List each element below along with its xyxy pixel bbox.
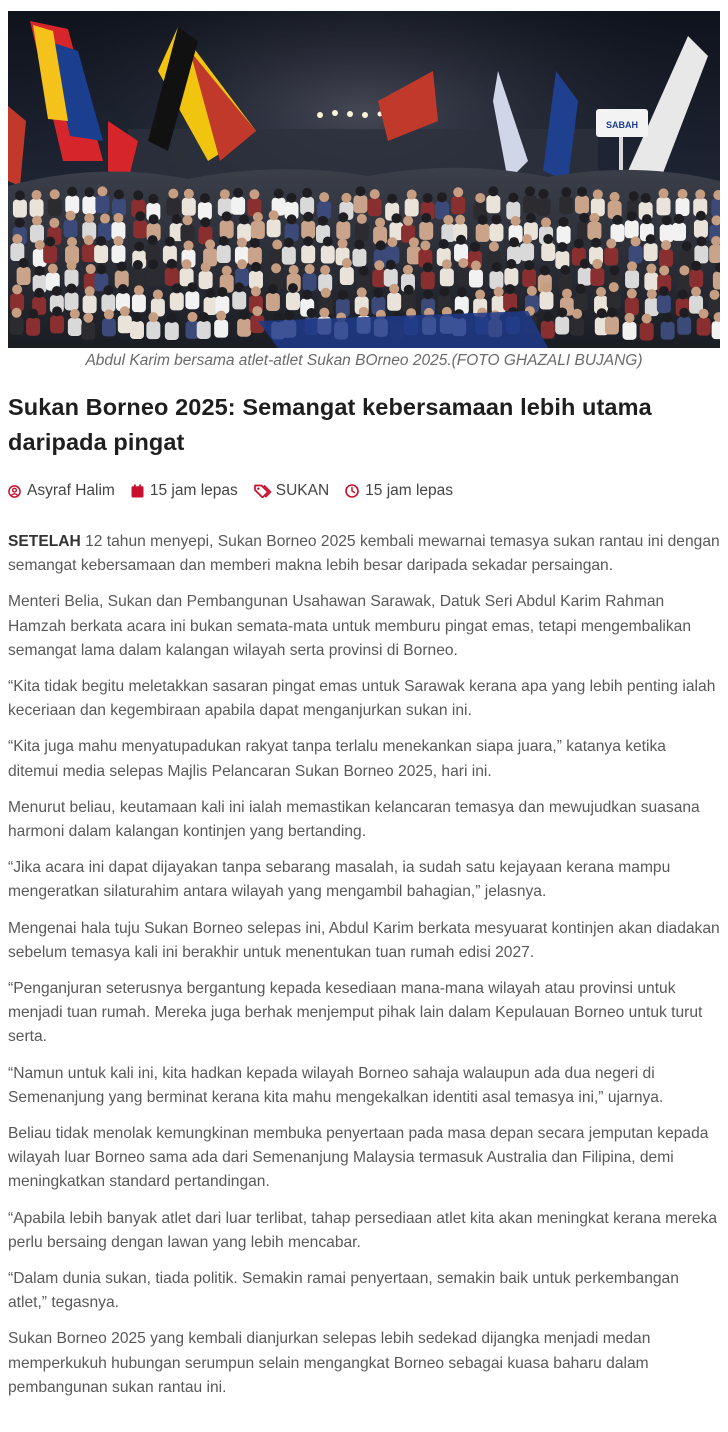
article-paragraph: “Kita tidak begitu meletakkan sasaran pingat emas untuk Sarawak kerana apa yang lebih penting ialah keceriaan dan kegembiraan apabila dapat menganjurkan sukan ini.	[8, 678, 716, 720]
date-meta	[131, 482, 238, 500]
category-link[interactable]: SUKAN	[275, 482, 330, 499]
time-ago: 15 jam lepas	[365, 482, 454, 499]
tags-icon	[254, 484, 274, 498]
article-paragraph: “Apabila lebih banyak atlet dari luar terlibat, tahap persediaan atlet kita akan meningkat kerana mereka perlu bersaing dengan lawan yang lebih mencabar.	[8, 1209, 718, 1251]
article-container	[8, 0, 720, 1412]
article-body	[8, 530, 720, 1400]
article-paragraph	[8, 530, 720, 578]
article-paragraph: “Dalam dunia sukan, tiada politik. Semakin ramai penyertaan, semakin baik untuk perkembangan atlet,” tegasnya.	[8, 1270, 679, 1312]
article-meta	[8, 478, 720, 504]
lead-paragraph-text: 12 tahun menyepi, Sukan Borneo 2025 kembali mewarnai temasya sukan rantau ini dengan semangat kebersamaan dan memberi makna lebih besar daripada sekadar persaingan.	[8, 533, 720, 575]
article-paragraph: Beliau tidak menolak kemungkinan membuka penyertaan pada masa depan secara jemputan kepada wilayah luar Borneo sama ada dari Semenanjung Malaysia termasuk Australia dan Filipina, demi meningkatkan standard pertandingan.	[8, 1125, 709, 1191]
publish-date: 15 jam lepas	[149, 482, 238, 499]
photo-caption: Abdul Karim bersama atlet-atlet Sukan BOrneo 2025.(FOTO GHAZALI BUJANG)	[85, 352, 643, 369]
clock-icon	[345, 484, 359, 498]
article-title: Sukan Borneo 2025: Semangat kebersamaan lebih utama daripada pingat	[8, 394, 652, 455]
article-paragraph: Mengenai hala tuju Sukan Borneo selepas ini, Abdul Karim berkata mesyuarat kontinjen akan diadakan sebelum temasya kali ini berakhir untuk menentukan tuan rumah edisi 2027.	[8, 919, 720, 961]
article-photo	[8, 11, 720, 348]
article-paragraph: “Penganjuran seterusnya bergantung kepada kesediaan mana-mana wilayah atau provinsi untuk menjadi tuan rumah. Mereka juga berhak menjemput pihak lain dalam Kepulauan Borneo untuk turut serta.	[8, 980, 703, 1046]
calendar-icon	[131, 484, 144, 498]
article-paragraph: “Jika acara ini dapat dijayakan tanpa sebarang masalah, ia sudah satu kejayaan kerana mampu mengeratkan silaturahim antara wilayah yang mengambil bahagian,” jelasnya.	[8, 859, 671, 901]
lead-word: SETELAH	[8, 533, 81, 550]
user-circle-icon	[8, 485, 21, 498]
article-paragraph: Menteri Belia, Sukan dan Pembangunan Usahawan Sarawak, Datuk Seri Abdul Karim Rahman Hamzah berkata acara ini bukan semata-mata untuk memburu pingat emas, tetapi mengembalikan semangat lama dalam kalangan wilayah serta provinsi di Borneo.	[8, 593, 692, 659]
category-meta[interactable]	[254, 482, 329, 500]
author-meta[interactable]	[8, 482, 115, 500]
contingent-sign-text: SABAH	[605, 120, 639, 130]
article-paragraph: Menurut beliau, keutamaan kali ini ialah memastikan kelancaran temasya dan mewujudkan suasana harmoni dalam kalangan kontinjen yang bertanding.	[8, 798, 700, 841]
crowd-photo-illustration	[8, 11, 720, 348]
author-name[interactable]: Asyraf Halim	[27, 482, 115, 499]
time-meta	[345, 482, 453, 500]
article-paragraph: “Namun untuk kali ini, kita hadkan kepada wilayah Borneo sahaja walaupun ada dua negeri di Semenanjung yang berminat kerana kita mahu mengekalkan identiti asal temasya ini,” ujarnya.	[8, 1064, 664, 1106]
article-paragraph: Sukan Borneo 2025 yang kembali dianjurkan selepas lebih sedekad dijangka menjadi medan memperkukuh hubungan serumpun selain mengangkat Borneo sebagai kuasa baharu dalam pembangunan sukan rantau ini.	[8, 1330, 651, 1396]
article-paragraph: “Kita juga mahu menyatupadukan rakyat tanpa terlalu menekankan siapa juara,” katanya ketika ditemui media selepas Majlis Pelancaran Sukan Borneo 2025, hari ini.	[8, 738, 666, 780]
